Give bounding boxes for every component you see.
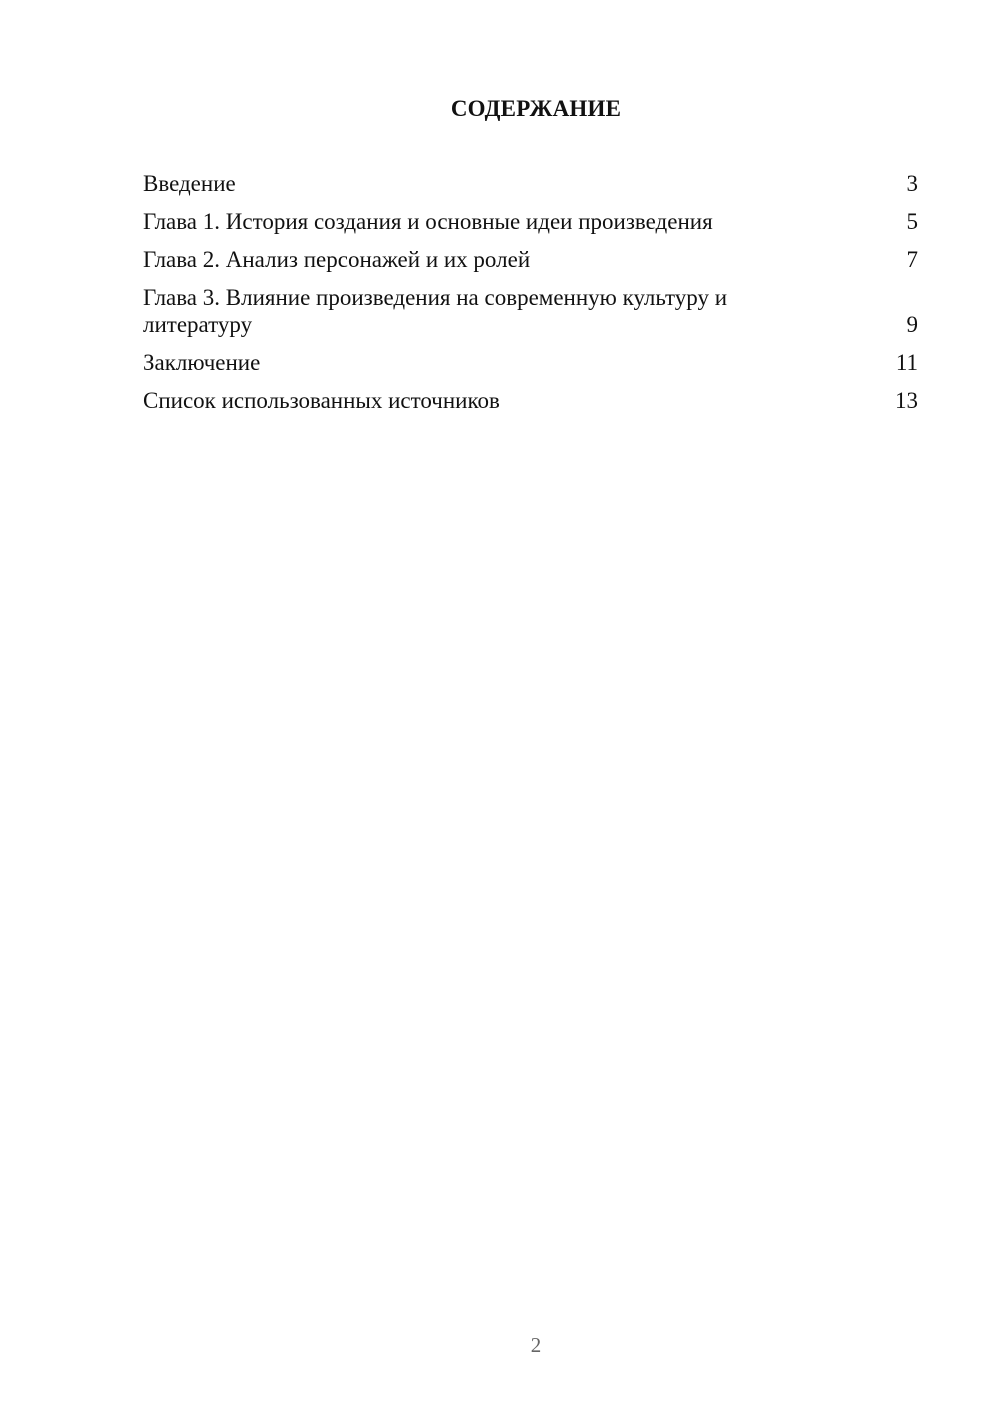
toc-entry-introduction[interactable] [143,170,918,197]
toc-entry-conclusion[interactable] [143,349,918,376]
toc-entry-chapter-3[interactable] [143,284,918,338]
toc-entry-title: Глава 1. История создания и основные идеи произведения [143,209,713,234]
toc-entry-title: Введение [143,171,236,196]
toc-entry-page: 9 [906,312,918,337]
toc-entry-page: 7 [906,247,918,272]
toc-entry-title: Список использованных источников [143,388,500,413]
toc-entry-title: Глава 2. Анализ персонажей и их ролей [143,247,531,272]
toc-entry-title: Заключение [143,350,261,375]
toc-entry-references[interactable] [143,387,918,414]
toc-entry-page: 5 [906,209,918,234]
page-number: 2 [530,1333,542,1357]
toc-entry-title: Глава 3. Влияние произведения на современную культуру и литературу [143,285,728,337]
page-title: СОДЕРЖАНИЕ [450,96,622,121]
toc-entry-page: 11 [895,350,918,375]
toc-entry-chapter-1[interactable] [143,208,918,235]
toc-entry-page: 3 [906,171,918,196]
table-of-contents [143,170,918,425]
toc-entry-page: 13 [895,388,918,413]
toc-entry-chapter-2[interactable] [143,246,918,273]
